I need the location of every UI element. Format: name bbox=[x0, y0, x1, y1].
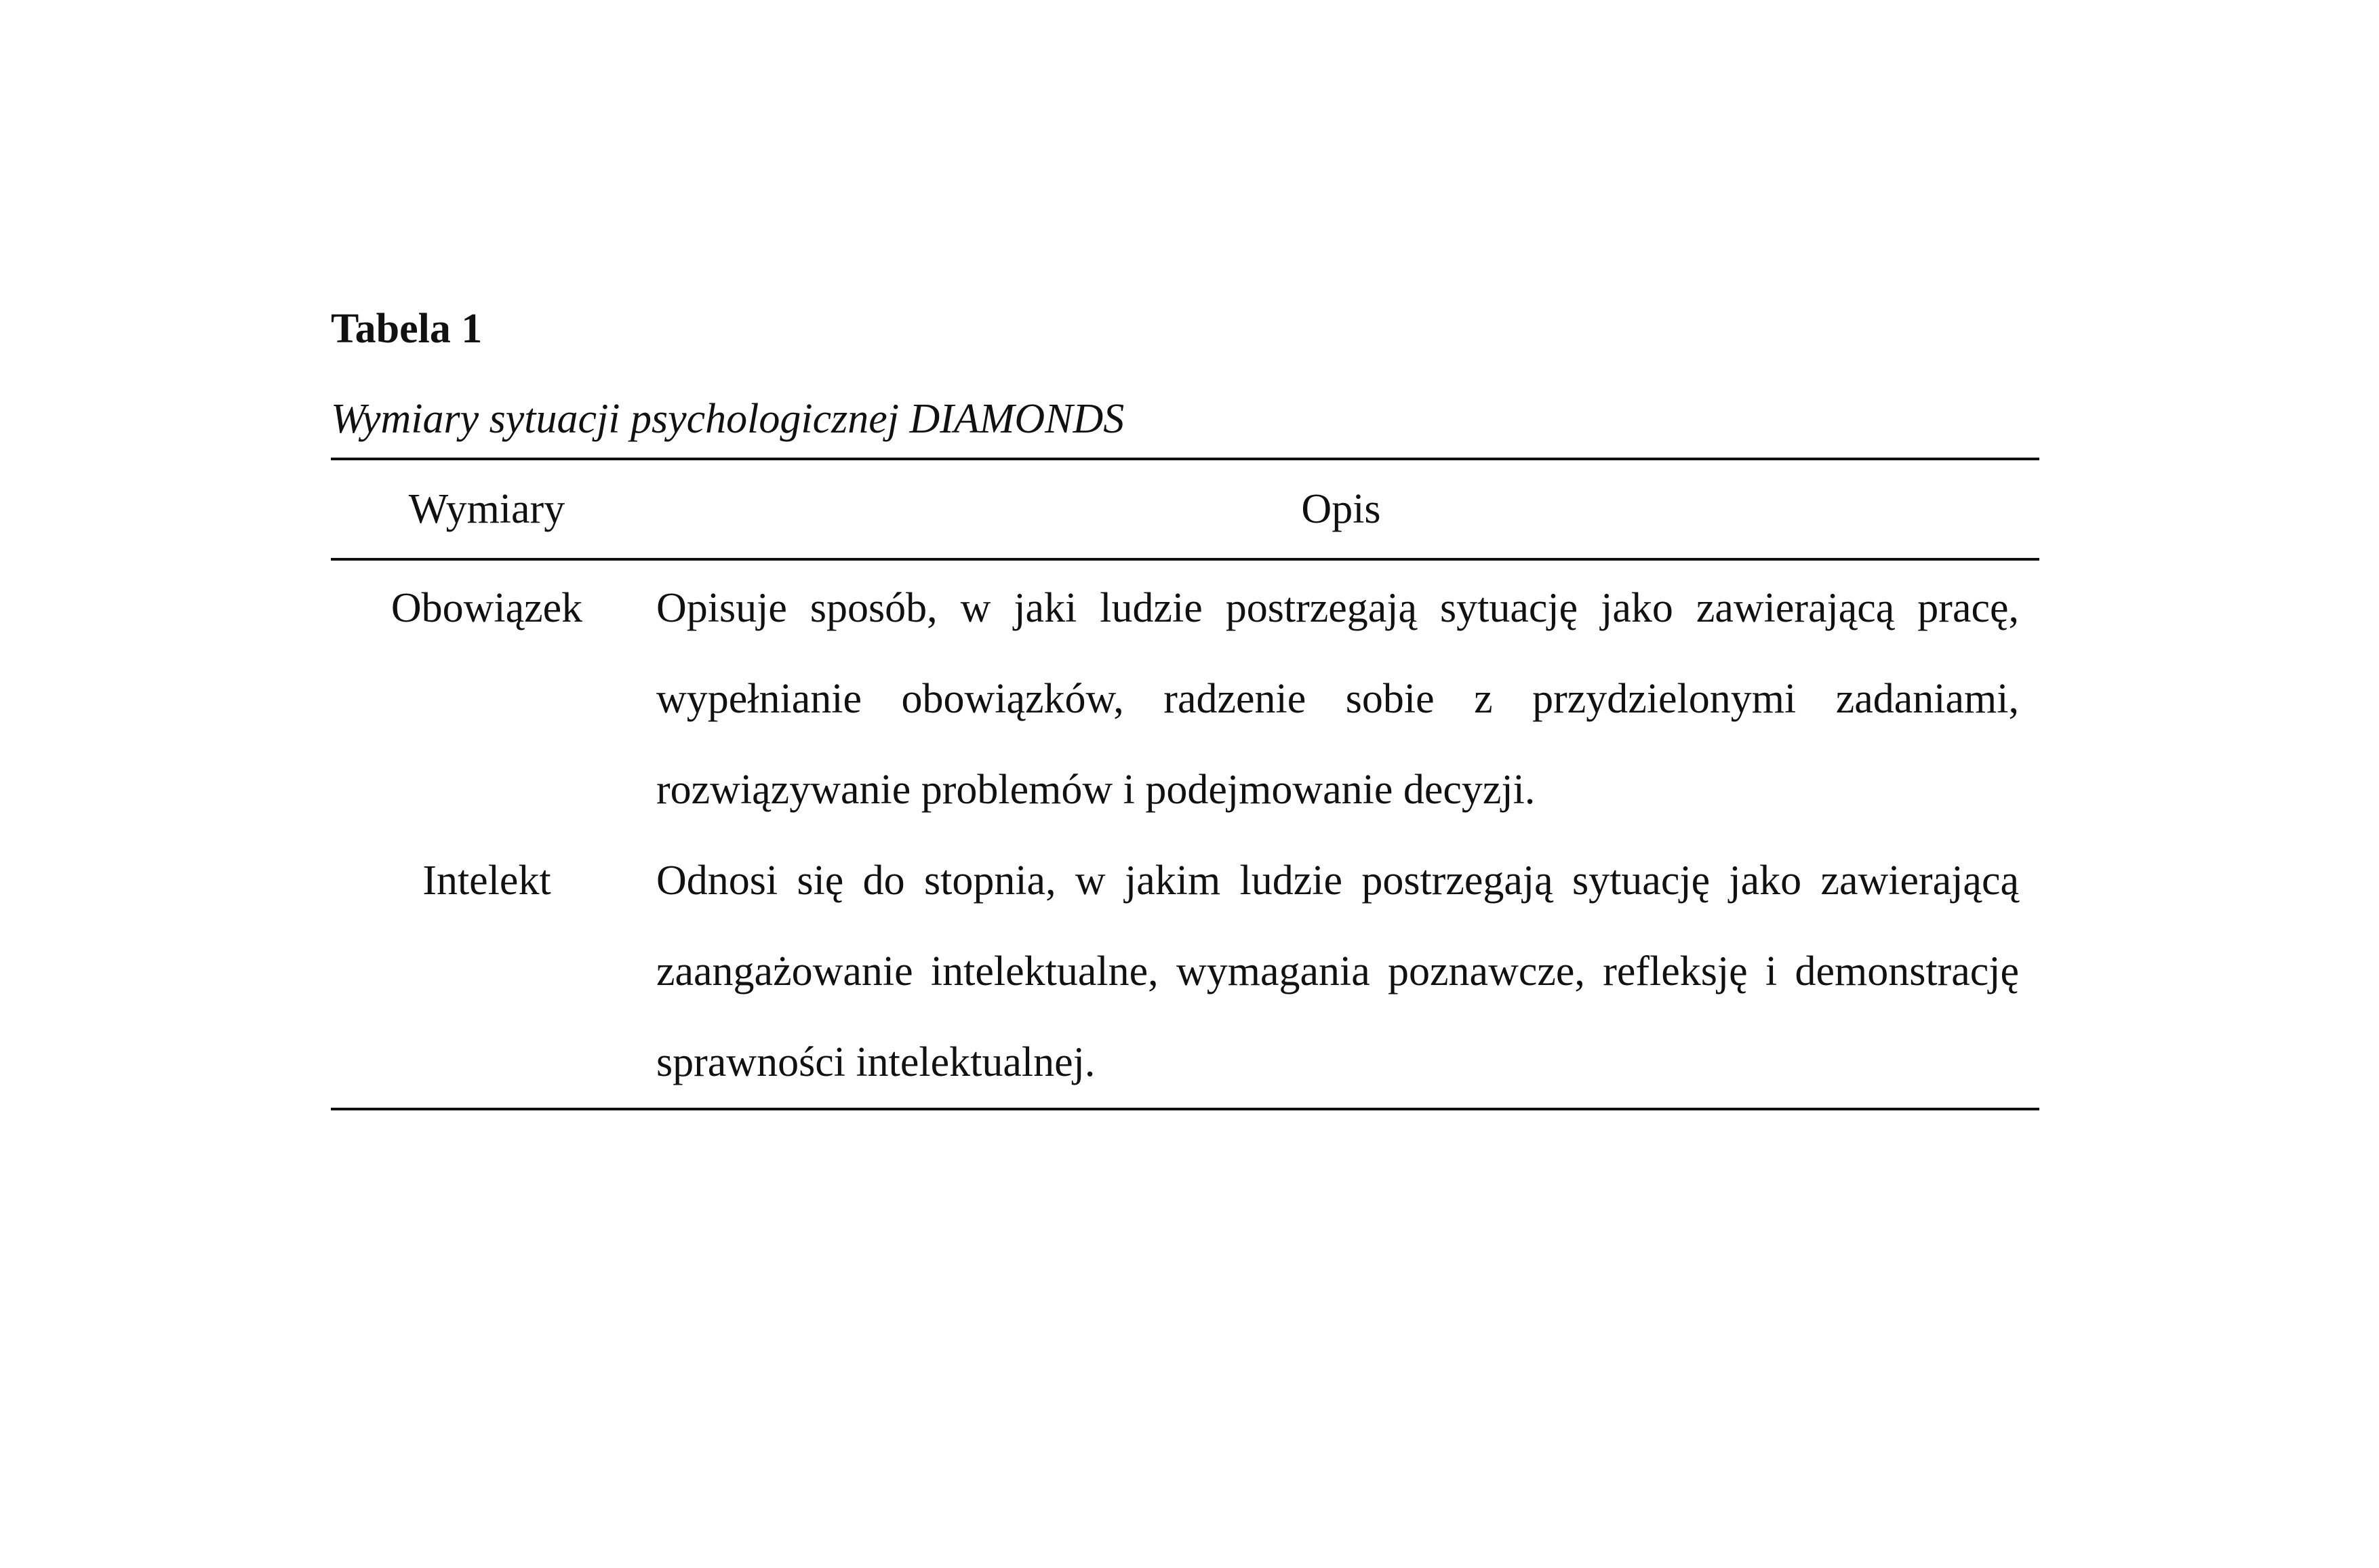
row-dimension-intelekt: Intelekt bbox=[331, 835, 643, 1109]
header-description: Opis bbox=[643, 459, 2039, 559]
row-description-obowiazek: Opisuje sposób, w jaki ludzie postrzegają sytuację jako zawierającą pracę, wypełnianie obowiązków, radzenie sobie z przydzielonymi zadaniami, rozwiązywanie problemów i podejmowanie decyzji. bbox=[656, 585, 2019, 813]
table-row bbox=[331, 559, 2039, 835]
row-description-intelekt: Odnosi się do stopnia, w jakim ludzie postrzegają sytuację jako zawierającą zaangażowanie intelektualne, wymagania poznawcze, refleksję i demonstrację sprawności intelektualnej. bbox=[643, 835, 2039, 1109]
row-dimension-obowiazek: Obowiązek bbox=[391, 585, 583, 631]
table-number: Tabela 1 bbox=[331, 306, 483, 352]
dimensions-table bbox=[331, 458, 2039, 1110]
table-header-row bbox=[331, 459, 2039, 559]
table-row bbox=[331, 835, 2039, 1109]
document-page bbox=[331, 302, 2039, 1110]
table-title: Wymiary sytuacji psychologicznej DIAMONDS bbox=[331, 396, 1125, 442]
header-dimension: Wymiary bbox=[331, 459, 643, 559]
